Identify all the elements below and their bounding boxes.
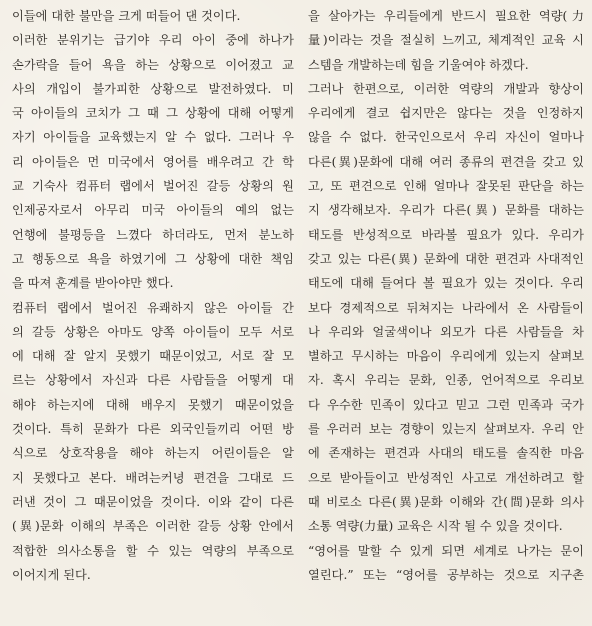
- text-line: 量)이라는 것을 절실히 느끼고, 체계적인 교육 시: [308, 33, 584, 48]
- text-line: 리 아이들은 먼 미국에서 영어를 배우려고 간 학: [12, 154, 294, 169]
- text-line: 르는 상황에서 자신과 다른 사람들을 어떻게 대: [12, 373, 294, 388]
- text-line: 식으로 상호작용을 해야 하는지 어린이들은 알: [12, 446, 294, 461]
- text-line: 않을 수 없다. 한국인으로서 우리 자신이 얼마나: [308, 130, 584, 145]
- text-line: 때 비로소 다른(異)문화 이해와 간(間)문화 의사: [308, 494, 584, 509]
- text-line: 컴퓨터 랩에서 벌어진 유쾌하지 않은 아이들 간: [12, 300, 294, 315]
- text-line: 다른(異)문화에 대해 여러 종류의 편견을 갖고 있: [308, 154, 584, 169]
- text-line: 인제공자로서 아무리 미국 아이들의 예의 없는: [12, 203, 294, 218]
- text-line: 것이다. 특히 문화가 다른 외국인들끼리 어떤 방: [12, 422, 294, 437]
- text-line: 언행에 불평등을 느꼈다 하더라도, 먼저 분노하: [12, 227, 294, 242]
- text-line: 지 생각해보자. 우리가 다른(異) 문화를 대하는: [308, 203, 584, 218]
- text-line: 지 못했다고 본다. 배려는커녕 편견을 그대로 드: [12, 470, 294, 485]
- text-line: 소통 역량(力量) 교육은 시작 될 수 있을 것이다.: [308, 519, 563, 534]
- text-line: 우리에게 결코 쉽지만은 않다는 것을 인정하지: [308, 106, 584, 121]
- text-line: 이들에 대한 불만을 크게 떠들어 댄 것이다.: [12, 9, 241, 23]
- text-line: 교 기숙사 컴퓨터 랩에서 벌어진 갈등 상황의 원: [12, 179, 294, 194]
- text-line: 고, 또 편견으로 인해 얼마나 잘못된 판단을 하는: [308, 179, 584, 194]
- text-line: 손가락을 들어 욕을 하는 상황으로 이어졌고 교: [12, 57, 294, 72]
- text-line: 에 대해 잘 알지 못했기 때문이었고, 서로 잘 모: [12, 349, 294, 364]
- left-text-column: [12, 4, 294, 587]
- text-line: 를 우러러 보는 경향이 있는지 살펴보자. 우리 안: [308, 422, 584, 437]
- text-line: 태도를 반성적으로 바라볼 필요가 있다. 우리가: [308, 227, 584, 242]
- text-line: 러낸 것이 그 때문이었을 것이다. 이와 같이 다른: [12, 494, 294, 509]
- text-line: 해야 하는지에 대해 배우지 못했기 때문이었을: [12, 397, 294, 412]
- text-line: 사의 개입이 불가피한 상황으로 발전하였다. 미: [12, 81, 294, 96]
- text-line: 열린다.” 또는 “영어를 공부하는 것으로 지구촌: [308, 567, 584, 582]
- text-line: 자기 아이들을 교육했는지 알 수 없다. 그러나 우: [12, 130, 294, 145]
- text-line: 스템을 개발하는데 힘을 기울여야 하겠다.: [308, 57, 529, 72]
- text-line: 자. 혹시 우리는 문화, 인종, 언어적으로 우리보: [308, 373, 584, 388]
- text-line: 으로 받아들이고 반성적인 사고로 개선하려고 할: [308, 470, 584, 485]
- text-line: 을 살아가는 우리들에게 반드시 필요한 역량(力: [308, 9, 584, 23]
- text-line: 의 갈등 상황은 아마도 양쪽 아이들이 모두 서로: [12, 324, 294, 339]
- text-line: 태도에 대해 들여다 볼 필요가 있는 것이다. 우리: [308, 276, 584, 291]
- text-line: 을 따져 훈계를 받아야만 했다.: [12, 276, 174, 291]
- text-line: 고 행동으로 욕을 하였기에 그 상황에 대한 책임: [12, 251, 294, 266]
- text-line: 국 아이들의 코치가 그 때 그 상황에 대해 어떻게: [12, 106, 294, 121]
- text-line: “영어를 말할 수 있게 되면 세계로 나가는 문이: [308, 543, 584, 558]
- text-line: (異)문화 이해의 부족은 이러한 갈등 상황 안에서: [12, 519, 294, 534]
- text-line: 갖고 있는 다른(異) 문화에 대한 편견과 사대적인: [308, 251, 584, 266]
- right-text-column: [308, 4, 584, 587]
- text-line: 나 우리와 얼굴색이나 외모가 다른 사람들을 차: [308, 324, 584, 339]
- text-line: 다 우수한 민족이 있다고 믿고 그런 민족과 국가: [308, 397, 584, 412]
- text-line: 적합한 의사소통을 할 수 있는 역량의 부족으로: [12, 543, 294, 558]
- text-line: 별하고 무시하는 마음이 우리에게 있는지 살펴보: [308, 349, 584, 364]
- text-line: 이어지게 된다.: [12, 567, 91, 582]
- text-line: 그러나 한편으로, 이러한 역량의 개발과 향상이: [308, 81, 584, 96]
- text-line: 이러한 분위기는 급기야 우리 아이 중에 하나가: [12, 33, 294, 48]
- text-line: 보다 경제적으로 뒤쳐지는 나라에서 온 사람들이: [308, 300, 584, 315]
- text-line: 에 존재하는 편견과 사대의 태도를 솔직한 마음: [308, 446, 584, 461]
